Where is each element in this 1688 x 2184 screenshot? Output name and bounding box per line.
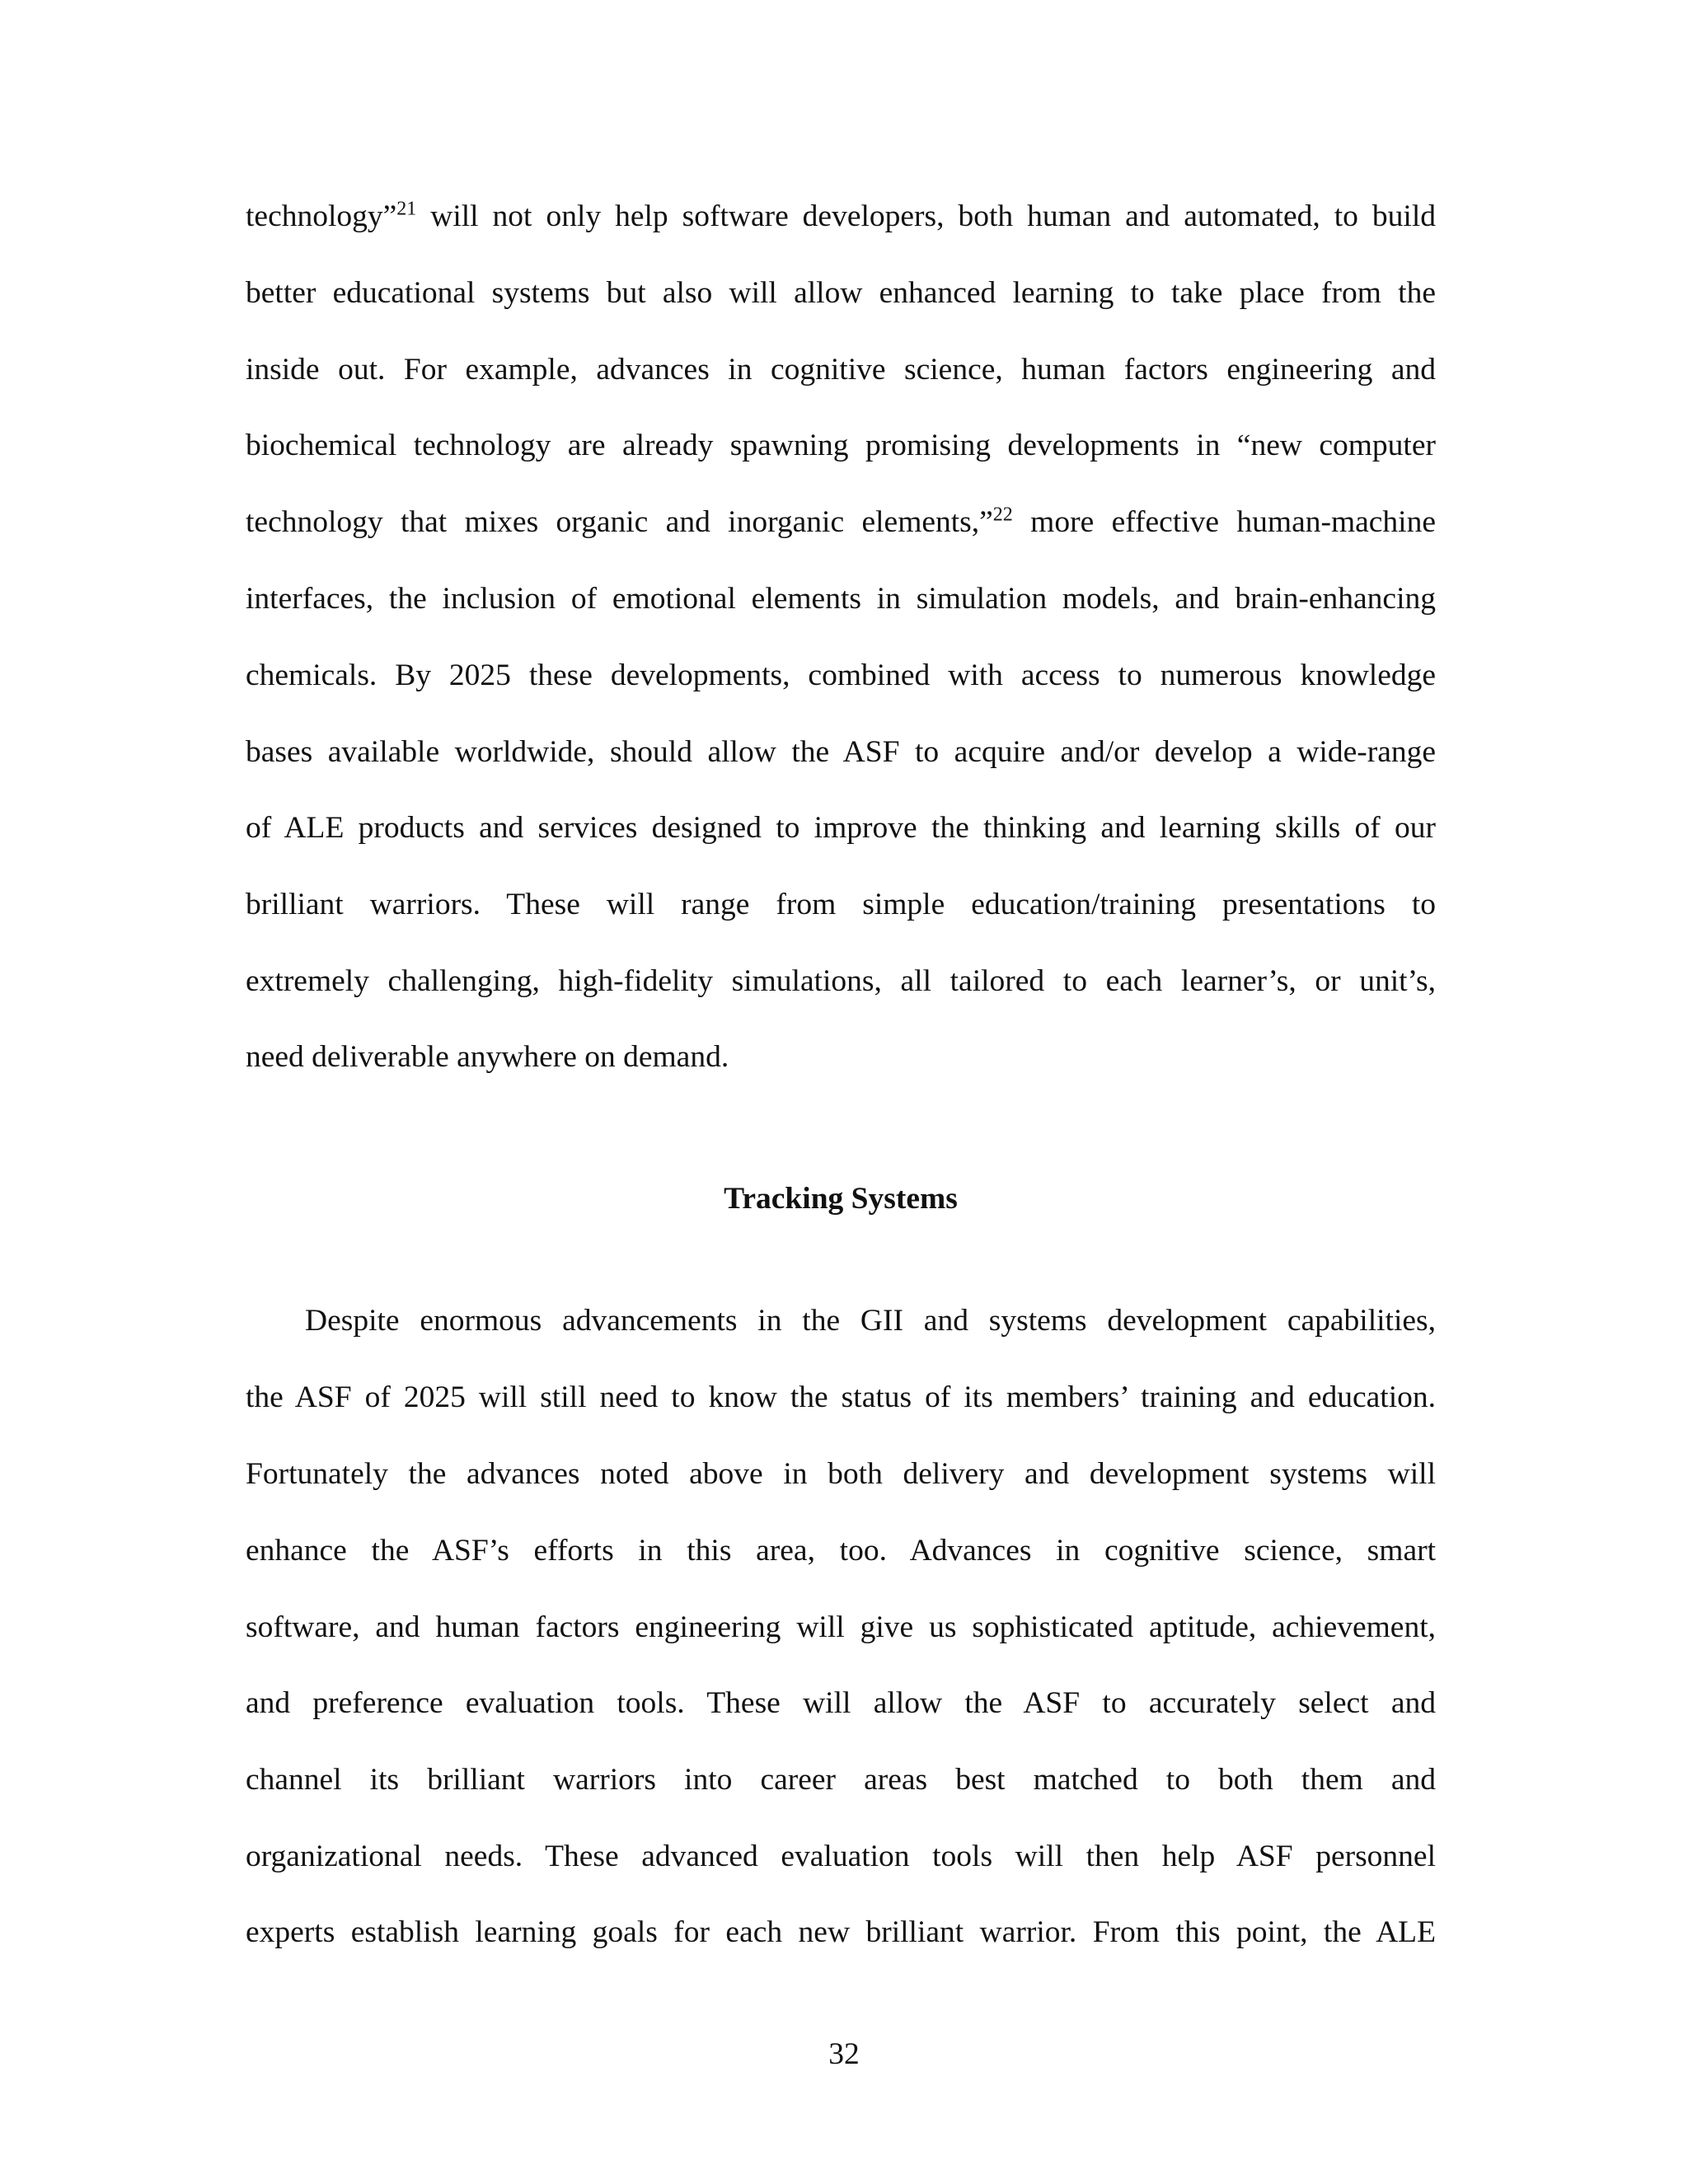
text-line: organizational needs. These advanced evaluation tools will then help ASF personnel	[246, 1840, 1436, 1873]
text-line: experts establish learning goals for each new brilliant warrior. From this point, the ALE	[246, 1915, 1436, 1949]
text-line: software, and human factors engineering will give us sophisticated aptitude, achievement,	[246, 1610, 1436, 1644]
text-line: chemicals. By 2025 these developments, combined with access to numerous knowledge	[246, 658, 1436, 692]
text-line: the ASF of 2025 will still need to know the status of its members’ training and education.	[246, 1380, 1436, 1414]
text-line: biochemical technology are already spawning promising developments in “new computer	[246, 429, 1436, 462]
text-fragment: will not only help software developers, both human and automated, to build	[416, 199, 1436, 233]
text-fragment: more effective human-machine	[1012, 505, 1436, 539]
text-line: enhance the ASF’s efforts in this area, too. Advances in cognitive science, smart	[246, 1534, 1436, 1568]
text-line: interfaces, the inclusion of emotional elements in simulation models, and brain-enhancing	[246, 582, 1436, 616]
text-fragment: technology”	[246, 199, 397, 233]
page-number: 32	[828, 2037, 860, 2071]
text-line: and preference evaluation tools. These will allow the ASF to accurately select and	[246, 1686, 1436, 1720]
text-line: brilliant warriors. These will range from simple education/training presentations to	[246, 888, 1436, 921]
text-line: inside out. For example, advances in cognitive science, human factors engineering and	[246, 353, 1436, 387]
text-line: of ALE products and services designed to improve the thinking and learning skills of our	[246, 811, 1436, 845]
text-line	[246, 502, 1436, 543]
text-line: Fortunately the advances noted above in both delivery and development systems will	[246, 1457, 1436, 1491]
text-line: Despite enormous advancements in the GII and systems development capabilities,	[305, 1304, 1436, 1338]
text-line: channel its brilliant warriors into career areas best matched to both them and	[246, 1763, 1436, 1797]
footnote-ref-22[interactable]: 22	[992, 504, 1013, 526]
text-line: extremely challenging, high-fidelity simulations, all tailored to each learner’s, or unit’s,	[246, 964, 1436, 998]
text-fragment: technology that mixes organic and inorganic elements,”	[246, 505, 993, 539]
footnote-ref-21[interactable]: 21	[396, 198, 417, 220]
text-line	[246, 196, 1436, 237]
text-line: bases available worldwide, should allow the ASF to acquire and/or develop a wide-range	[246, 735, 1436, 769]
section-heading: Tracking Systems	[724, 1182, 958, 1216]
text-line: better educational systems but also will allow enhanced learning to take place from the	[246, 276, 1436, 310]
text-line: need deliverable anywhere on demand.	[246, 1040, 729, 1074]
